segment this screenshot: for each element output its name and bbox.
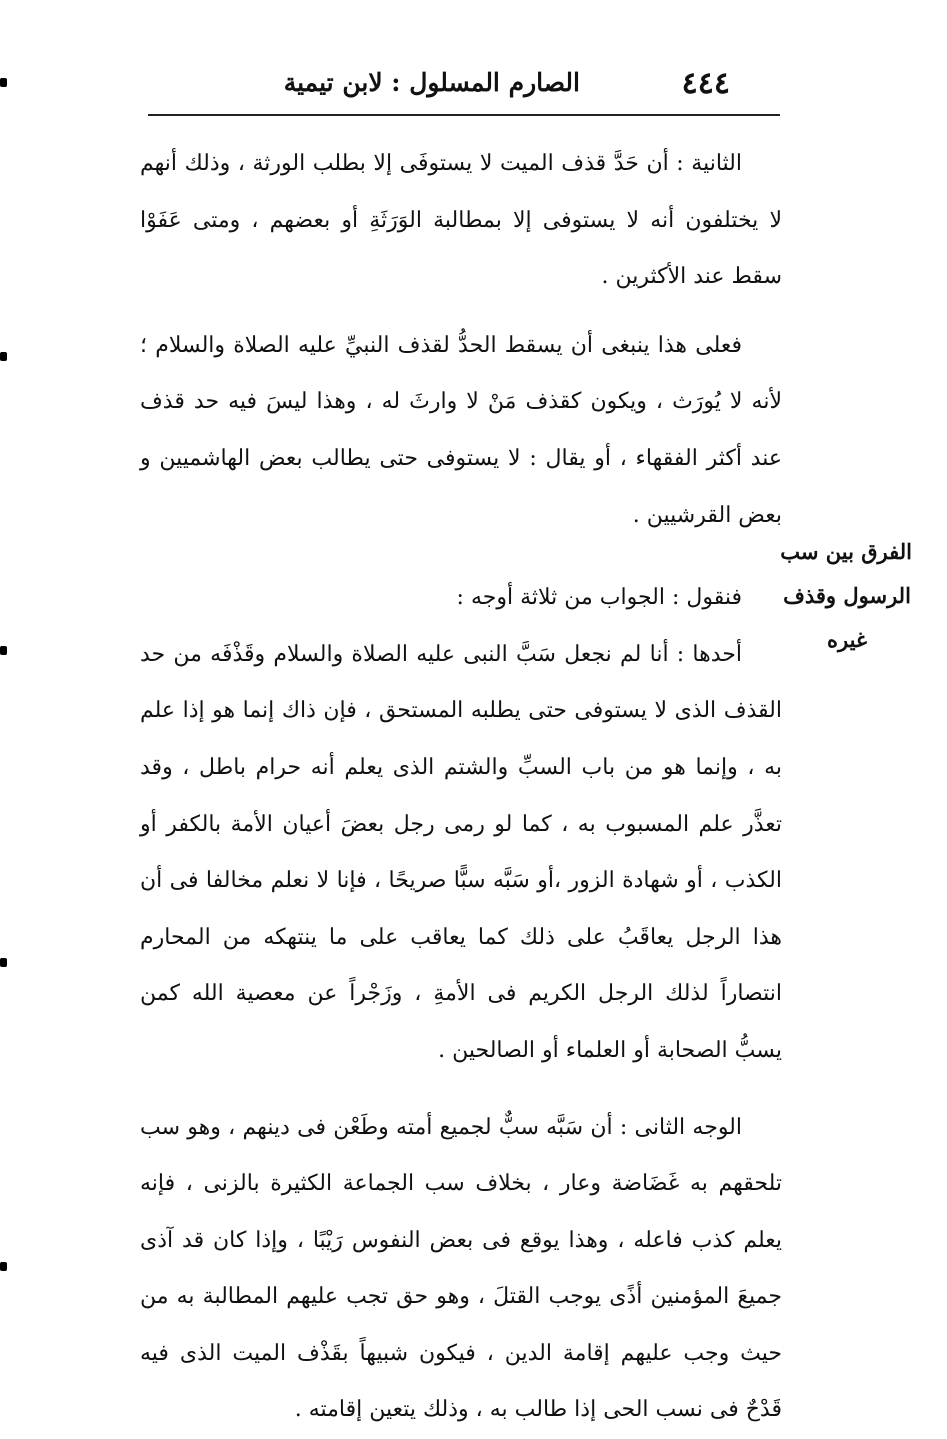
page-number: ٤٤٤ — [682, 66, 730, 101]
scan-edge-mark — [0, 646, 7, 655]
paragraph: فنقول : الجواب من ثلاثة أوجه : — [140, 570, 782, 627]
paragraph: فعلى هذا ينبغى أن يسقط الحدُّ لقذف النبيِّ عليه الصلاة والسلام ؛ لأنه لا يُورَث ، ويكون كقذف مَنْ لا وارثَ له ، وهذا ليسَ فيه حد قذف عند أكثر الفقهاء ، أو يقال : لا يستوفى حتى يطالب بعض الهاشميين و بعض القرشيين . — [140, 318, 782, 544]
main-text — [140, 136, 782, 1439]
running-title: الصارم المسلول : لابن تيمية — [284, 68, 580, 97]
header-divider — [148, 114, 780, 116]
margin-note-line: الرسول وقذف — [782, 574, 912, 618]
page-header — [148, 62, 780, 106]
margin-note-line: غيره — [782, 618, 912, 662]
paragraph: الثانية : أن حَدَّ قذف الميت لا يستوفَى إلا بطلب الورثة ، وذلك أنهم لا يختلفون أنه لا يستوفى إلا بمطالبة الوَرَثَةِ أو بعضهم ، ومتى عَفَوْا سقط عند الأكثرين . — [140, 136, 782, 306]
margin-note — [782, 530, 912, 662]
scan-edge-mark — [0, 78, 7, 87]
paragraph: أحدها : أنا لم نجعل سَبَّ النبى عليه الصلاة والسلام وقَذْفَه من حد القذف الذى لا يستوفى حتى يطلبه المستحق ، فإن ذاك إنما هو إذا علم به ، وإنما هو من باب السبِّ والشتم الذى يعلم أنه حرام باطل ، وقد تعذَّر علم المسبوب به ، كما لو رمى رجل بعضَ أعيان الأمة بالكفر أو الكذب ، أو شهادة الزور ،أو سَبَّه سبًّا صريحًا ، فإنا لا نعلم مخالفا فى أن هذا الرجل يعاقَبُ على ذلك كما يعاقب على ما ينتهكه من المحارم انتصاراً لذلك الرجل الكريم فى الأمةِ ، وزَجْراً عن معصية الله كمن يسبُّ الصحابة أو العلماء أو الصالحين . — [140, 627, 782, 1080]
paragraph: الوجه الثانى : أن سَبَّه سبٌّ لجميع أمته وطَعْن فى دينهم ، وهو سب تلحقهم به غَضَاضة وعار ، بخلاف سب الجماعة الكثيرة بالزنى ، فإنه يعلم كذب فاعله ، وهذا يوقع فى بعض النفوس رَيْبًا ، وإذا كان قد آذى جميعَ المؤمنين أذًى يوجب القتلَ ، وهو حق تجب عليهم المطالبة به من حيث وجب عليهم إقامة الدين ، فيكون شبيهاً بقَذْف الميت الذى فيه قَدْحٌ فى نسب الحى إذا طالب به ، وذلك يتعين إقامته . — [140, 1100, 782, 1439]
scan-edge-mark — [0, 352, 7, 361]
margin-note-line: الفرق بين سب — [782, 530, 912, 574]
scan-edge-mark — [0, 958, 7, 967]
scan-edge-mark — [0, 1262, 7, 1271]
